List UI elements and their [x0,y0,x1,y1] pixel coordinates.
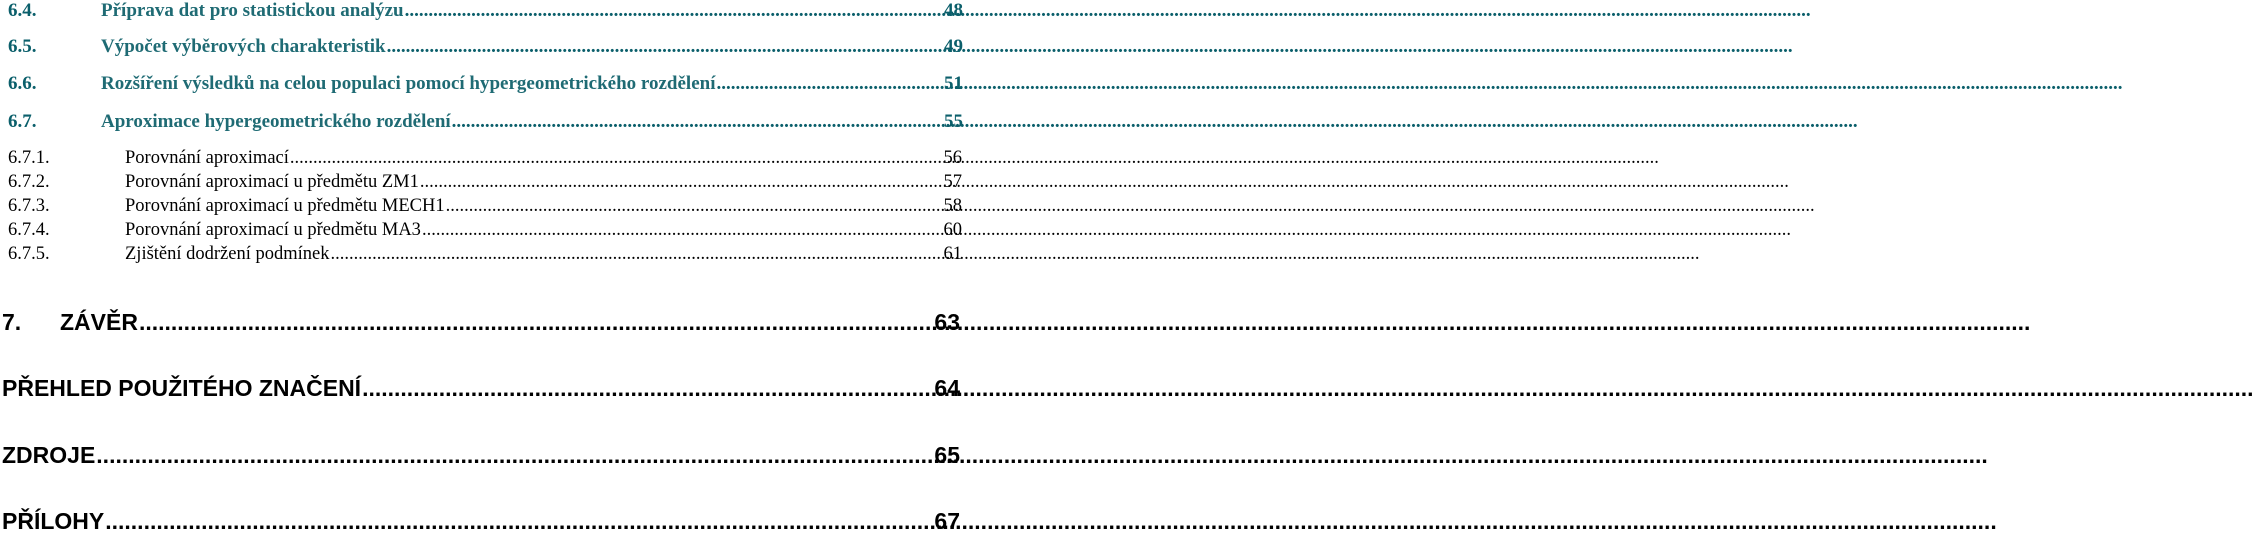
toc-dot-leader [139,309,933,336]
toc-entry-6-7-4[interactable] [8,220,962,241]
toc-entry-6-7[interactable] [8,111,963,133]
toc-entry-title: Porovnání aproximací u předmětu MECH1 [125,196,445,216]
toc-entry-number: 6.7.5. [8,244,50,264]
toc-entry-6-7-5[interactable] [8,244,962,265]
toc-entry-page: 65 [934,442,960,468]
toc-entry-title: Rozšíření výsledků na celou populaci pomocí hypergeometrického rozdělení [101,73,716,94]
toc-entry-page: 55 [944,111,963,132]
toc-entry-number: 6.4. [8,0,37,21]
toc-entry-number: 7. [2,309,22,335]
toc-entry-title: Porovnání aproximací u předmětu ZM1 [125,172,419,192]
toc-entry-7[interactable] [2,309,960,336]
toc-entry-6-6[interactable] [8,73,963,95]
toc-entry-6-7-2[interactable] [8,172,962,193]
toc-dot-leader [422,220,943,241]
toc-entry-title: ZÁVĚR [60,309,138,335]
toc-entry-prehled[interactable] [2,375,960,402]
toc-dot-leader [717,73,944,95]
toc-entry-title: Příprava dat pro statistickou analýzu [101,0,404,21]
toc-entry-title: Porovnání aproximací u předmětu MA3 [125,220,421,240]
toc-dot-leader [105,508,933,535]
toc-dot-leader [452,111,943,133]
toc-entry-page: 56 [943,148,962,168]
toc-entry-prilohy[interactable] [2,508,960,535]
toc-entry-zdroje[interactable] [2,442,960,469]
toc-entry-number: 6.7.2. [8,172,50,192]
toc-dot-leader [96,442,933,469]
toc-entry-number: 6.7. [8,111,37,132]
toc-entry-6-4[interactable] [8,0,963,22]
toc-dot-leader [362,375,933,402]
toc-dot-leader [446,196,943,217]
toc-entry-number: 6.7.3. [8,196,50,216]
toc-entry-title: Zjištění dodržení podmínek [125,244,330,264]
toc-entry-number: 6.6. [8,73,37,94]
toc-entry-number: 6.5. [8,36,37,57]
toc-dot-leader [331,244,943,265]
toc-entry-title: Porovnání aproximací [125,148,289,168]
toc-entry-title: Aproximace hypergeometrického rozdělení [101,111,451,132]
toc-dot-leader [290,148,943,169]
toc-entry-title: ZDROJE [2,442,96,468]
toc-dot-leader [420,172,943,193]
toc-entry-page: 48 [944,0,963,21]
toc-entry-page: 51 [944,73,963,94]
toc-entry-page: 63 [934,309,960,335]
toc-dot-leader [387,36,943,58]
toc-entry-page: 57 [943,172,962,192]
toc-dot-leader [405,0,943,22]
toc-entry-page: 49 [944,36,963,57]
toc-entry-title: PŘÍLOHY [2,508,105,534]
toc-entry-6-7-1[interactable] [8,148,962,169]
toc-entry-page: 58 [943,196,962,216]
toc-entry-page: 60 [943,220,962,240]
toc-entry-page: 67 [934,508,960,534]
toc-entry-page: 61 [943,244,962,264]
toc-entry-number: 6.7.1. [8,148,50,168]
toc-entry-6-5[interactable] [8,36,963,58]
toc-entry-number: 6.7.4. [8,220,50,240]
toc-entry-title: PŘEHLED POUŽITÉHO ZNAČENÍ [2,375,362,401]
toc-entry-page: 64 [934,375,960,401]
toc-entry-title: Výpočet výběrových charakteristik [101,36,386,57]
toc-entry-6-7-3[interactable] [8,196,962,217]
